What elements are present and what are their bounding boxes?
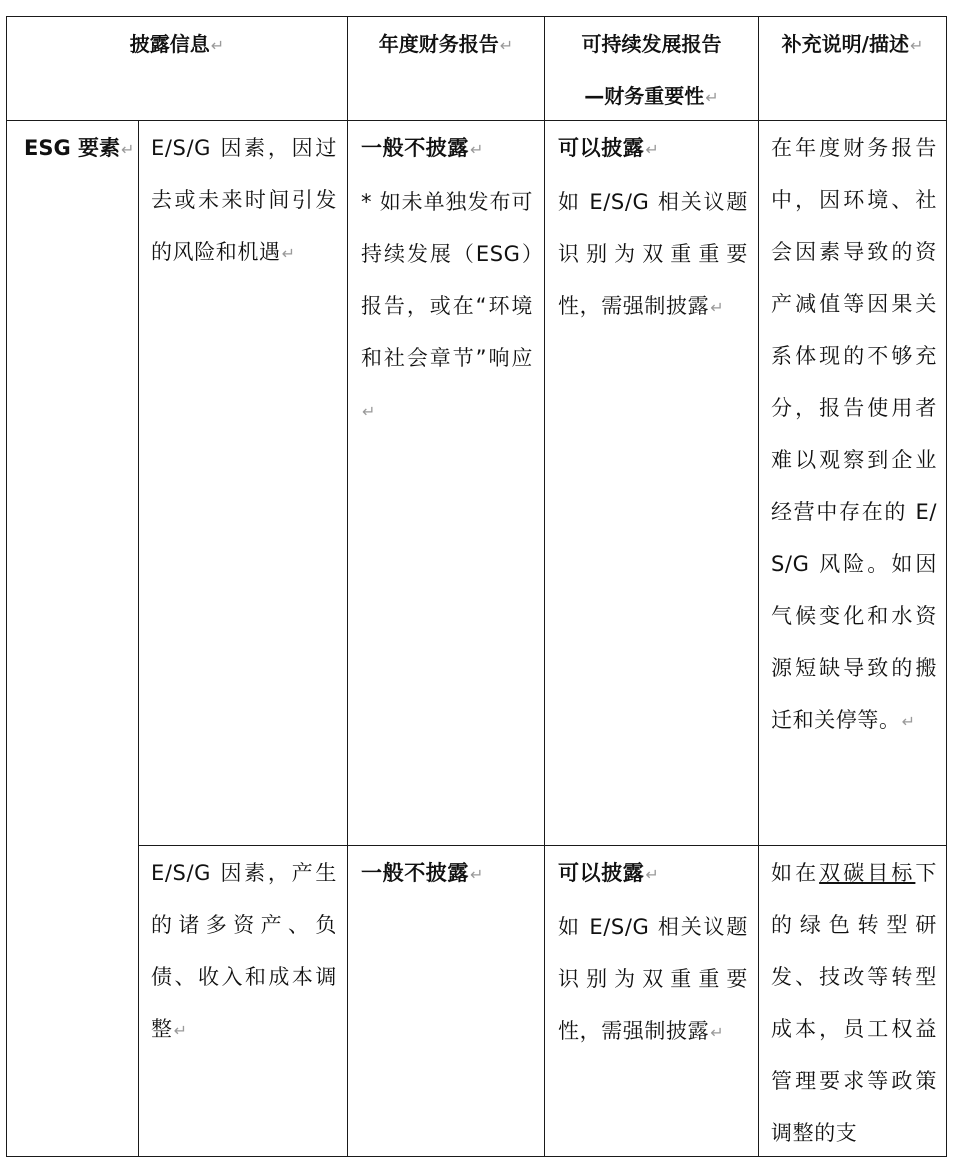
row2-annual-report — [361, 847, 533, 901]
return-mark: ↵ — [901, 712, 916, 731]
row2-info-text: E/S/G 因素，产生的诸多资产、负债、收入和成本调整 — [151, 861, 337, 1041]
row1-remark-text: 在年度财务报告中，因环境、社会因素导致的资产减值等因果关系体现的不够充分，报告使用者难以观察到企业经营中存在的 E/S/G 风险。如因气候变化和水资源短缺导致的搬迁和关停等。 — [771, 136, 937, 732]
row1-remarks — [771, 122, 937, 748]
return-mark: ↵ — [362, 402, 377, 421]
return-mark: ↵ — [470, 865, 485, 884]
row2-remark-underlined-term: 双碳目标 — [819, 861, 916, 885]
header-annual-report-text: 年度财务报告 — [378, 32, 499, 56]
return-mark: ↵ — [470, 140, 485, 159]
return-mark: ↵ — [499, 36, 514, 55]
col-divider-2 — [347, 16, 348, 1157]
return-mark: ↵ — [173, 1021, 188, 1040]
table-border-top — [6, 16, 947, 17]
row1-disclosure-info — [151, 122, 337, 280]
header-disclosure-info-text: 披露信息 — [129, 32, 210, 56]
header-sustainability-report — [545, 18, 758, 124]
row1-annual-title: 一般不披露 — [361, 136, 469, 160]
header-remarks — [759, 18, 946, 72]
return-mark: ↵ — [645, 140, 660, 159]
return-mark: ↵ — [210, 36, 225, 55]
return-mark: ↵ — [705, 88, 719, 107]
row1-info-text: E/S/G 因素，因过去或未来时间引发的风险和机遇 — [151, 136, 337, 264]
row1-sustainability-report — [558, 122, 748, 334]
header-sustainability-line1: 可持续发展报告 — [581, 32, 722, 56]
table-border-left — [6, 16, 7, 1157]
row-label-text: ESG 要素 — [24, 136, 121, 160]
row2-annual-title: 一般不披露 — [361, 861, 469, 885]
table-border-bottom — [6, 1156, 947, 1157]
row2-disclosure-info — [151, 847, 337, 1057]
return-mark: ↵ — [645, 865, 660, 884]
return-mark: ↵ — [281, 244, 296, 263]
row2-sustainability-report — [558, 847, 748, 1059]
row1-annual-report — [361, 122, 533, 438]
row2-remarks — [771, 847, 937, 1153]
return-mark: ↵ — [710, 298, 725, 317]
row-label-esg — [24, 122, 138, 176]
header-annual-report — [348, 18, 544, 72]
row1-sustain-note: 如 E/S/G 相关议题识别为双重重要性，需强制披露 — [558, 190, 748, 318]
row2-sustain-note: 如 E/S/G 相关议题识别为双重重要性，需强制披露 — [558, 915, 748, 1043]
row2-sustain-title: 可以披露 — [558, 861, 645, 885]
col-divider-3 — [544, 16, 545, 1157]
row1-sustain-title: 可以披露 — [558, 136, 645, 160]
return-mark: ↵ — [121, 140, 135, 159]
col-divider-4 — [758, 16, 759, 1157]
header-remarks-text: 补充说明/描述 — [781, 32, 909, 56]
row2-remark-post: 下的绿色转型研发、技改等转型成本，员工权益管理要求等政策调整的支 — [771, 861, 937, 1145]
return-mark: ↵ — [710, 1023, 725, 1042]
header-sustainability-line2: —财务重要性 — [584, 84, 705, 108]
col-divider-1 — [138, 120, 139, 1157]
return-mark: ↵ — [909, 36, 924, 55]
row1-annual-note: * 如未单独发布可持续发展（ESG）报告，或在“环境和社会章节”响应 — [361, 190, 533, 370]
row2-remark-pre: 如在 — [771, 861, 820, 885]
table-border-right — [946, 16, 947, 1157]
header-bottom-border — [6, 120, 947, 121]
row-divider — [138, 845, 947, 846]
header-disclosure-info — [7, 18, 347, 72]
